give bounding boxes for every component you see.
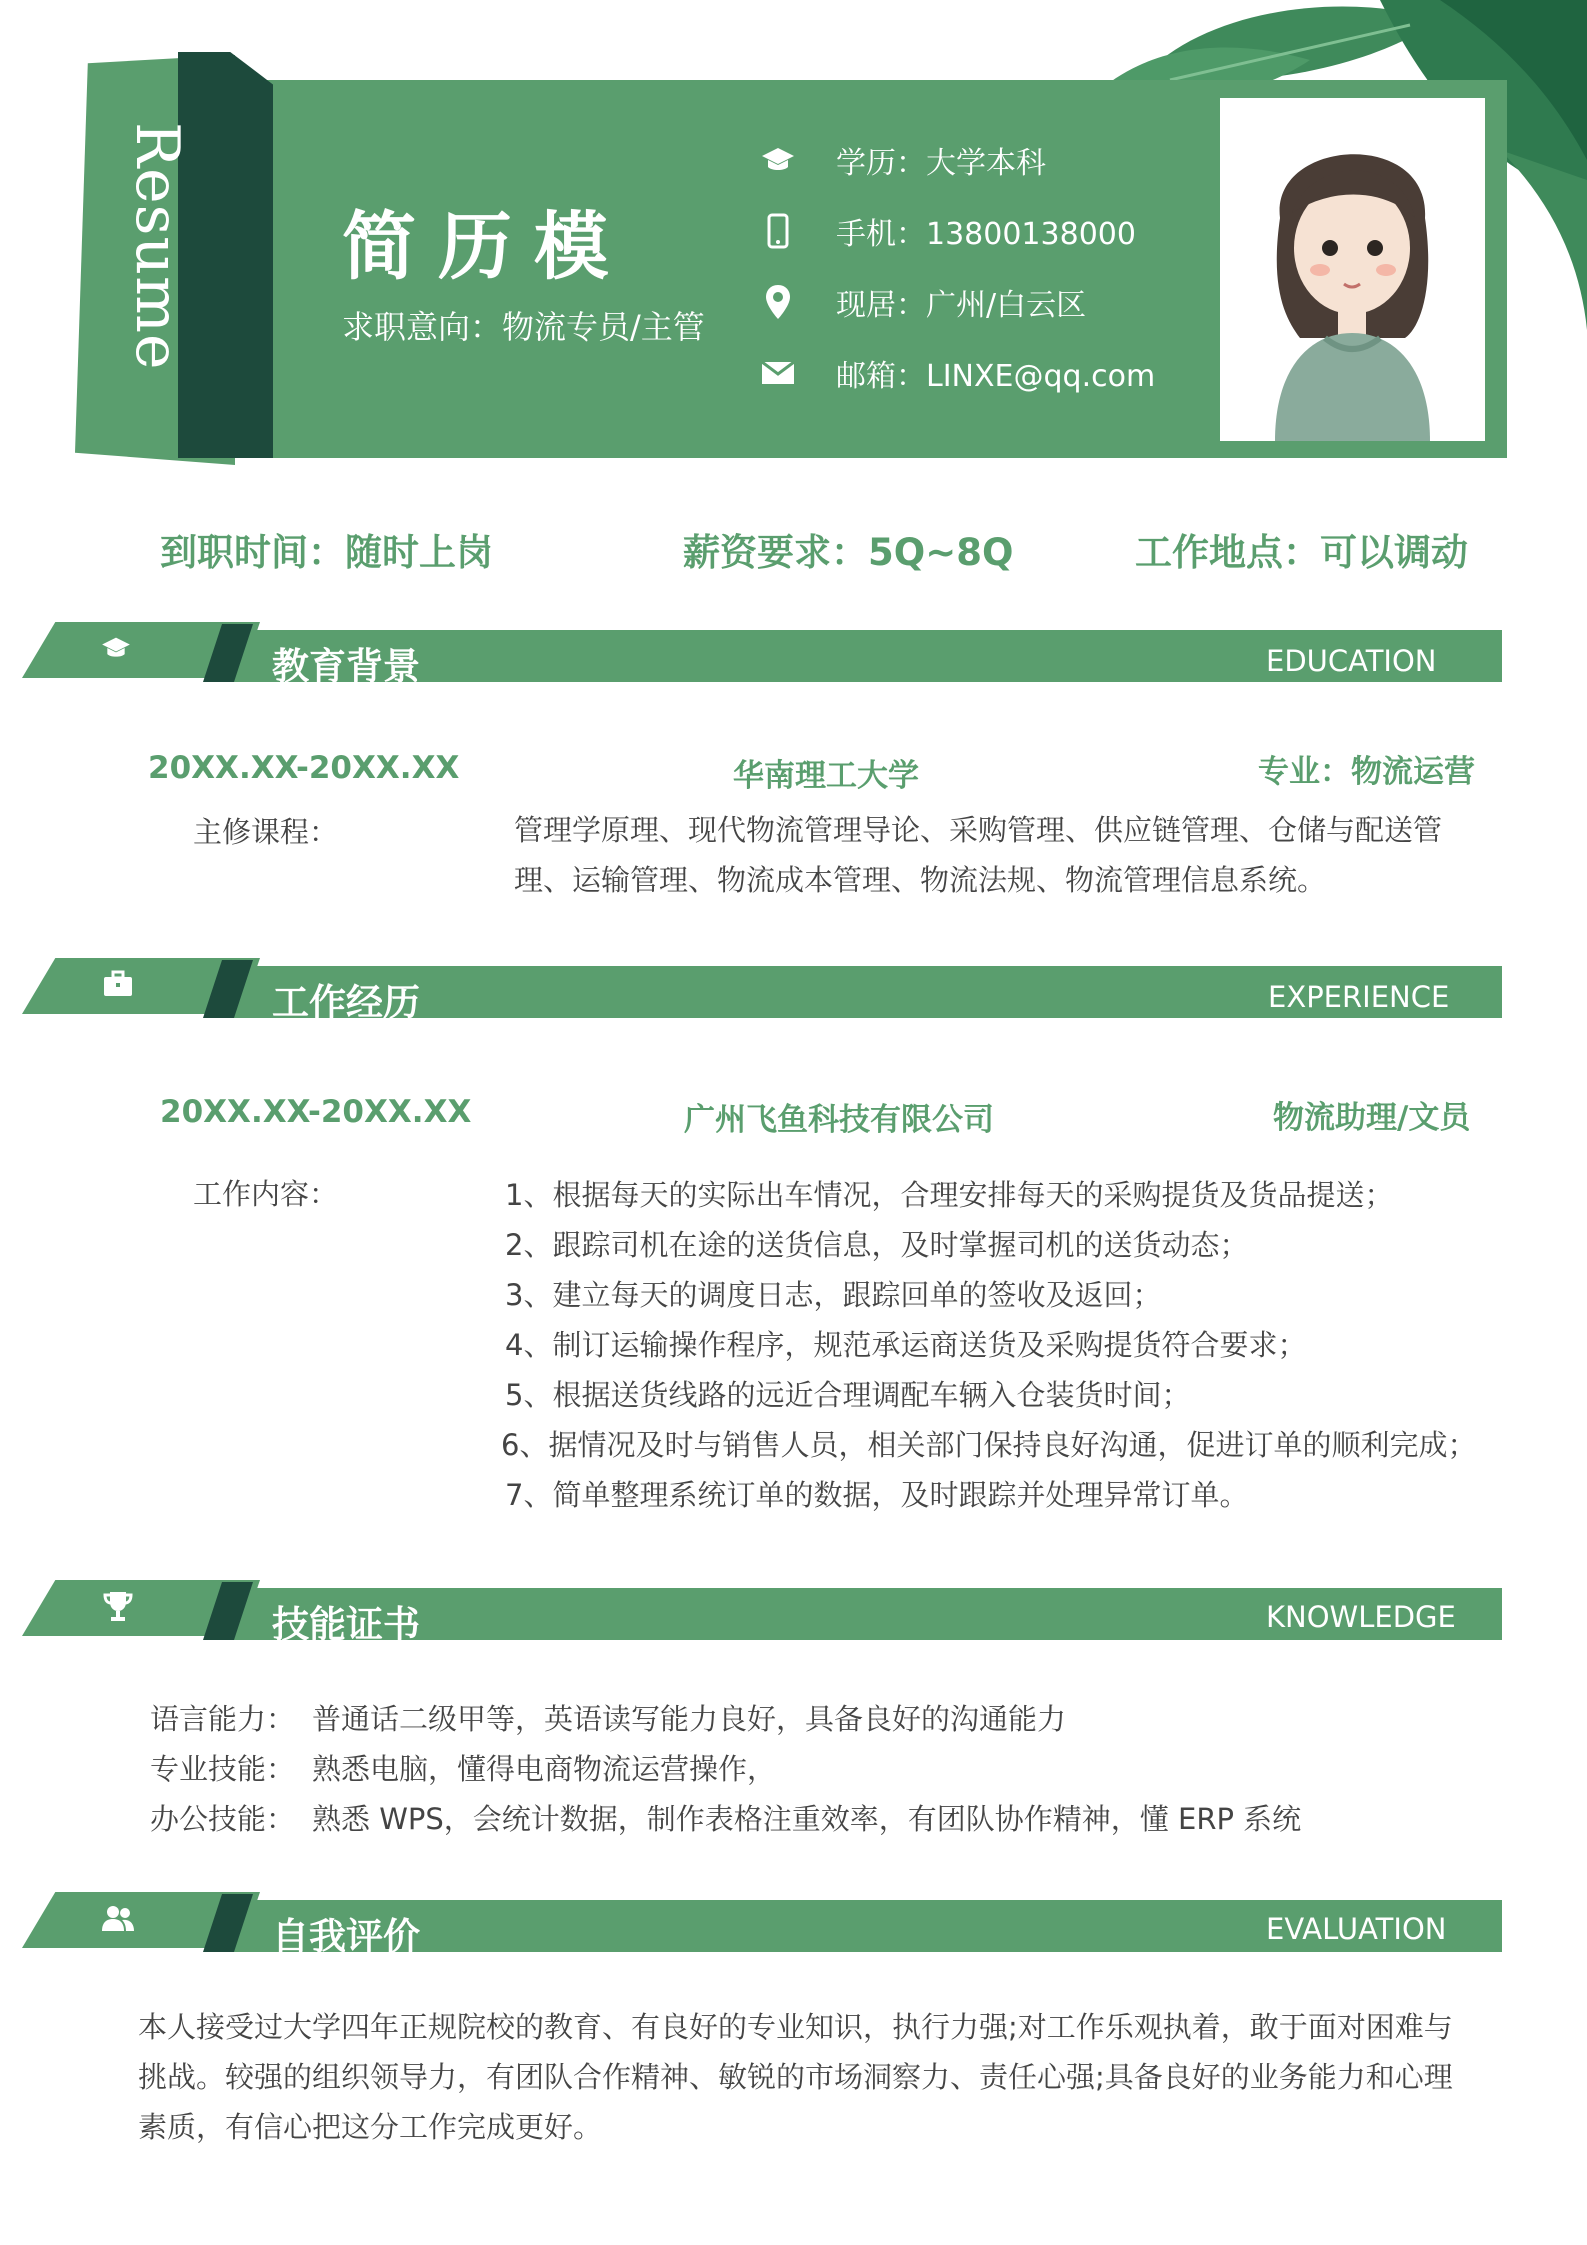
job-intent: 求职意向：物流专员/主管 [342,308,705,346]
education-title-en: EDUCATION [1266,644,1437,678]
list-item: 3、建立每天的调度日志，跟踪回单的签收及返回； [505,1278,1162,1312]
evaluation-title-en: EVALUATION [1266,1912,1447,1946]
education-date: 20XX.XX-20XX.XX [148,750,460,786]
skill-text-office: 熟悉 WPS，会统计数据，制作表格注重效率，有团队协作精神，懂 ERP 系统 [312,1802,1302,1836]
skill-text-professional: 熟悉电脑，懂得电商物流运营操作， [312,1752,777,1786]
experience-title-en: EXPERIENCE [1268,980,1450,1014]
avatar-illustration [1220,98,1485,441]
experience-company: 广州飞鱼科技有限公司 [684,1102,994,1138]
skill-label-professional: 专业技能： [150,1752,296,1786]
info-email: 邮箱：LINXE@qq.com [758,351,1155,395]
meta-work-location: 工作地点：可以调动 [1135,531,1468,574]
skill-label-office: 办公技能： [150,1802,296,1836]
list-item: 1、根据每天的实际出车情况，合理安排每天的采购提货及货品提送； [505,1178,1394,1212]
evaluation-title: 自我评价 [272,1915,420,1958]
meta-salary: 薪资要求：5Q~8Q [683,531,1014,574]
experience-title: 工作经历 [272,981,420,1024]
skills-title: 技能证书 [272,1603,420,1646]
education-title: 教育背景 [272,645,420,688]
briefcase-icon [98,964,138,1004]
list-item: 4、制订运输操作程序，规范承运商送货及采购提货符合要求； [505,1328,1307,1362]
candidate-name: 简历模 [342,204,630,290]
evaluation-text: 本人接受过大学四年正规院校的教育、有良好的专业知识，执行力强;对工作乐观执着，敢于面对困难与挑战。较强的组织领导力，有团队合作精神、敏锐的市场洞察力、责任心强;具备良好的业务能力和心理素质，有信心把这分工作完成更好。 [138,2010,1453,2144]
graduation-cap-icon [758,140,798,180]
graduation-cap-icon [96,628,136,668]
users-icon [98,1898,138,1938]
list-item: 2、跟踪司机在途的送货信息，及时掌握司机的送货动态； [505,1228,1249,1262]
profile-photo [1220,98,1485,441]
resume-tag: Resume [122,122,192,371]
list-item: 6、据情况及时与销售人员，相关部门保持良好沟通，促进订单的顺利完成； [501,1428,1477,1462]
meta-start-date: 到职时间：随时上岗 [160,531,493,574]
list-item: 5、根据送货线路的远近合理调配车辆入仓装货时间； [505,1378,1191,1412]
courses-label: 主修课程： [193,815,339,849]
info-phone: 手机：13800138000 [758,209,1136,253]
work-content-label: 工作内容： [193,1177,339,1211]
envelope-icon [758,353,798,393]
experience-date: 20XX.XX-20XX.XX [160,1094,472,1130]
courses-text: 管理学原理、现代物流管理导论、采购管理、供应链管理、仓储与配送管理、运输管理、物流成本管理、物流法规、物流管理信息系统。 [514,813,1443,897]
phone-icon [758,211,798,251]
resume-ribbon-fold [178,52,273,458]
info-education: 学历：大学本科 [758,138,1046,182]
location-pin-icon [758,282,798,322]
experience-position: 物流助理/文员 [1273,1100,1471,1136]
education-major: 专业：物流运营 [1258,754,1475,790]
info-location: 现居：广州/白云区 [758,280,1086,324]
trophy-icon [98,1586,138,1626]
skill-label-language: 语言能力： [150,1702,296,1736]
list-item: 7、简单整理系统订单的数据，及时跟踪并处理异常订单。 [505,1478,1249,1512]
skills-title-en: KNOWLEDGE [1266,1600,1456,1634]
education-school: 华南理工大学 [733,758,919,794]
skill-text-language: 普通话二级甲等，英语读写能力良好，具备良好的沟通能力 [312,1702,1067,1736]
